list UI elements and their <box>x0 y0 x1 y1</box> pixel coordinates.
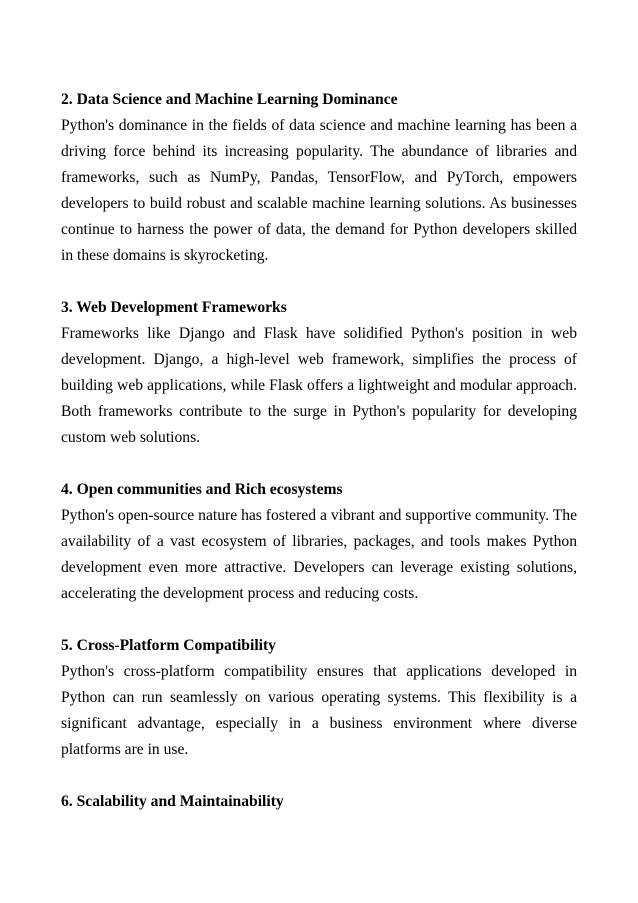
section-scalability <box>61 789 577 815</box>
section-open-communities <box>61 477 577 607</box>
document-page <box>61 87 577 841</box>
section-paragraph: Python's open-source nature has fostered a vibrant and supportive community. The availability of a vast ecosystem of libraries, packages, and tools makes Python development even more attractive. Developers can leverage existing solutions, accelerating the development process and reducing costs. <box>61 507 577 602</box>
section-heading: 5. Cross-Platform Compatibility <box>61 637 276 654</box>
section-cross-platform <box>61 633 577 763</box>
section-data-science <box>61 87 577 269</box>
section-paragraph: Python's cross-platform compatibility ensures that applications developed in Python can run seamlessly on various operating systems. This flexibility is a significant advantage, especially in a business environment where diverse platforms are in use. <box>61 663 577 758</box>
section-heading: 4. Open communities and Rich ecosystems <box>61 481 343 498</box>
section-web-frameworks <box>61 295 577 451</box>
section-paragraph: Python's dominance in the fields of data science and machine learning has been a driving force behind its increasing popularity. The abundance of libraries and frameworks, such as NumPy, Pandas, TensorFlow, and PyTorch, empowers developers to build robust and scalable machine learning solutions. As businesses continue to harness the power of data, the demand for Python developers skilled in these domains is skyrocketing. <box>61 117 577 264</box>
section-heading: 3. Web Development Frameworks <box>61 299 287 316</box>
section-paragraph: Frameworks like Django and Flask have solidified Python's position in web development. Django, a high-level web framework, simplifies the process of building web applications, while Flask offers a lightweight and modular approach. Both frameworks contribute to the surge in Python's popularity for developing custom web solutions. <box>61 325 577 446</box>
section-heading: 6. Scalability and Maintainability <box>61 793 284 810</box>
section-heading: 2. Data Science and Machine Learning Dominance <box>61 91 398 108</box>
